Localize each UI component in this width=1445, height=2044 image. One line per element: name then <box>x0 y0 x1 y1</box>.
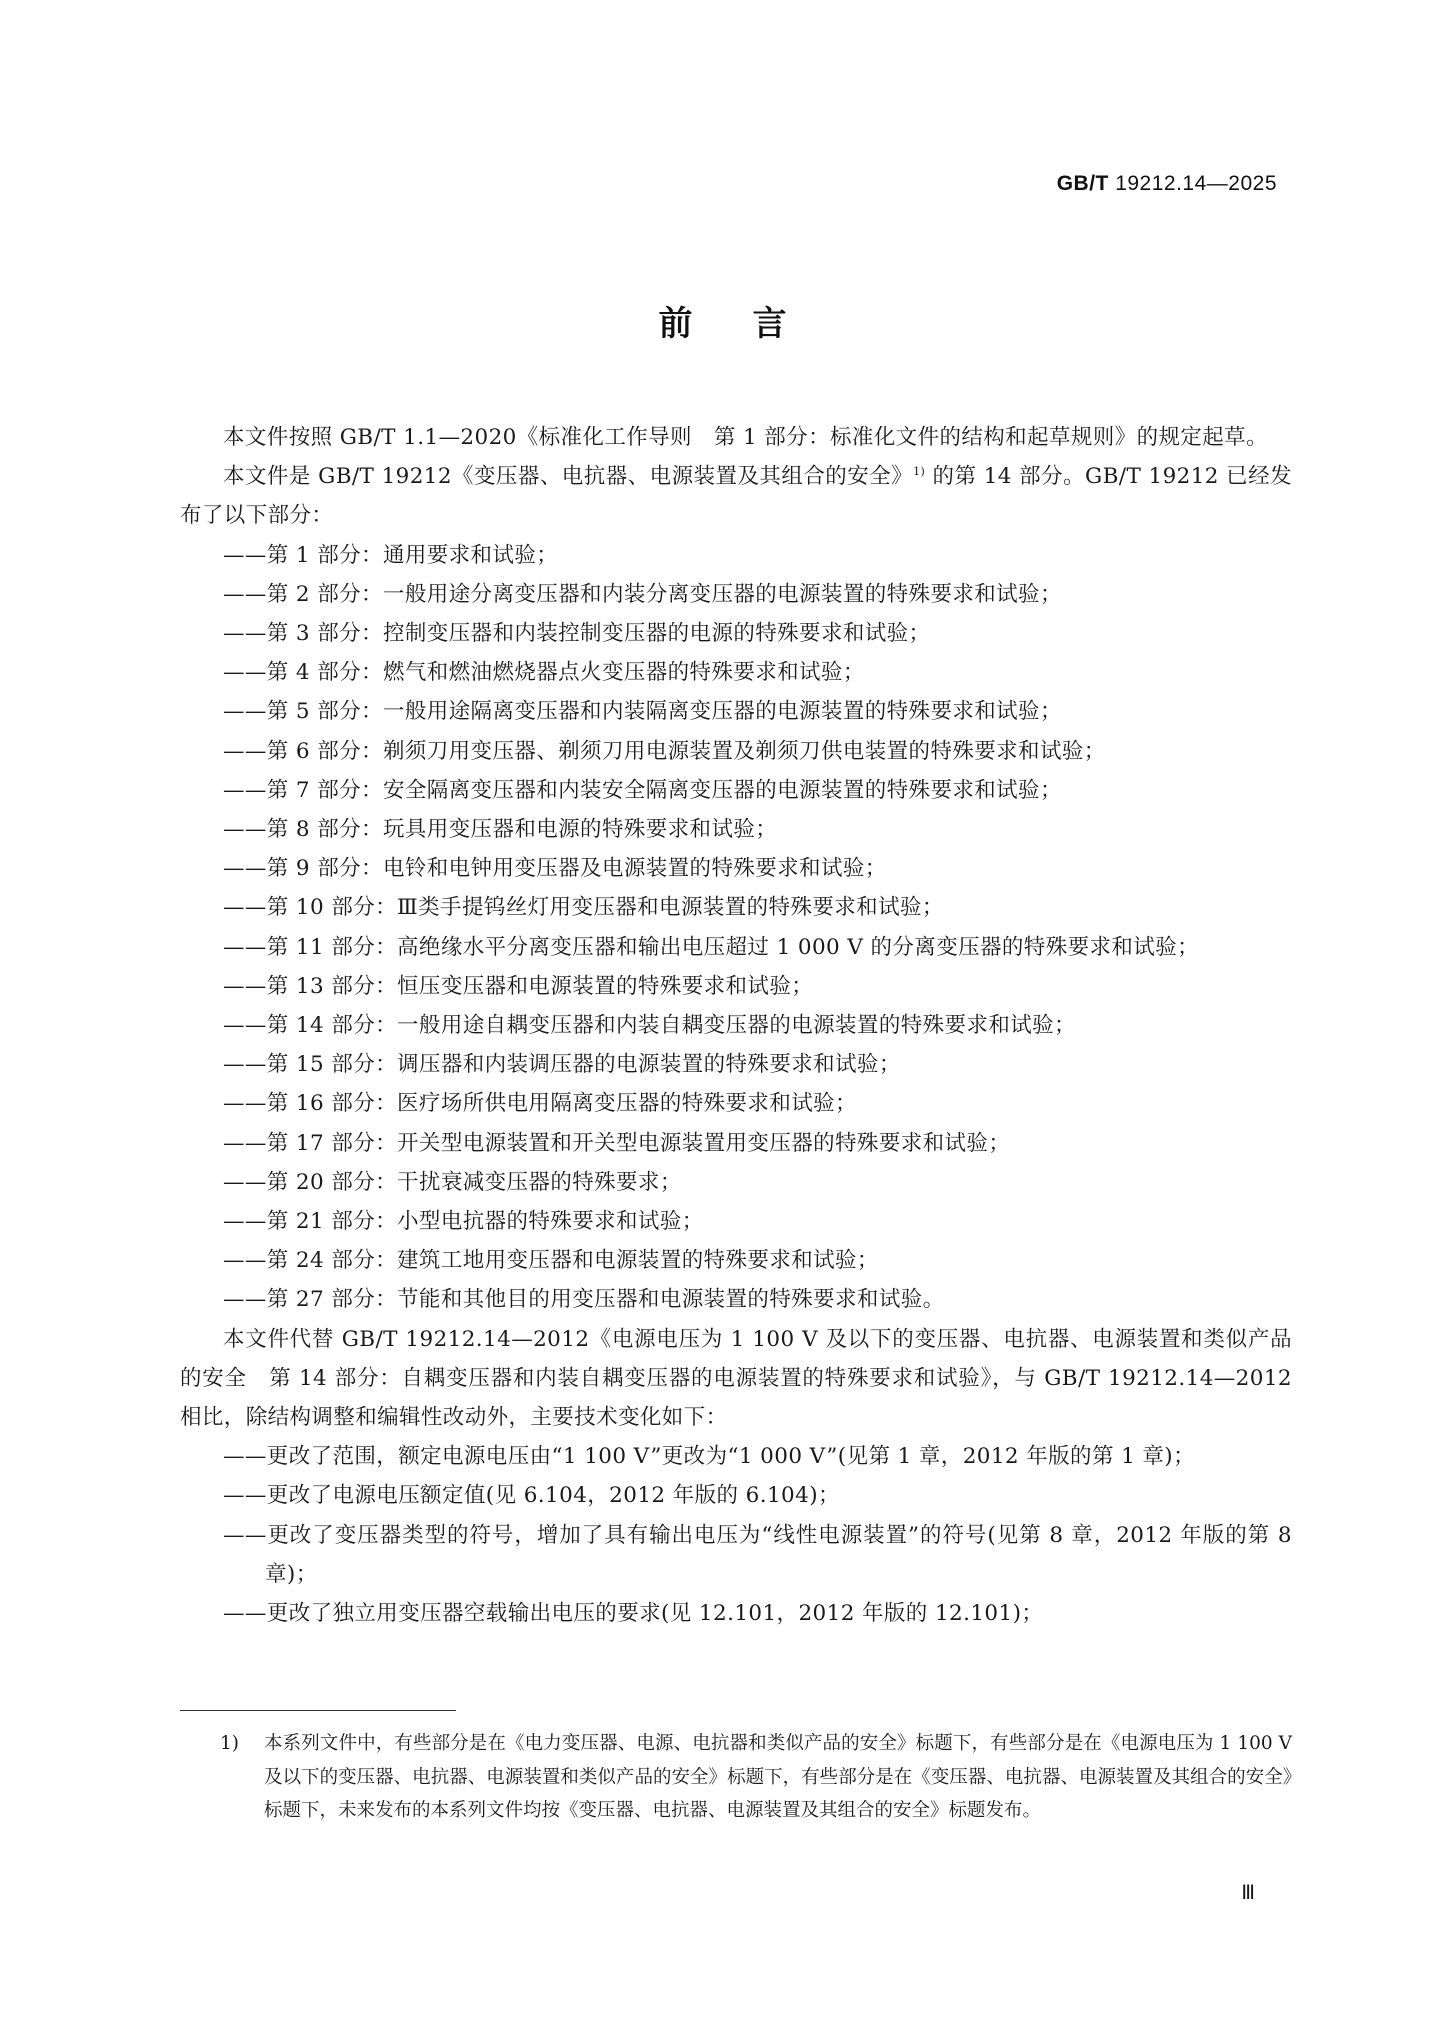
list-item: ——第 8 部分：玩具用变压器和电源的特殊要求和试验； <box>223 817 778 843</box>
standard-number <box>1057 172 1277 196</box>
list-item: ——第 1 部分：通用要求和试验； <box>223 542 559 568</box>
document-body <box>180 418 1292 1633</box>
list-item: ——更改了电源电压额定值(见 6.104，2012 年版的 6.104)； <box>223 1483 840 1509</box>
list-item: ——第 13 部分：恒压变压器和电源装置的特殊要求和试验； <box>223 973 814 999</box>
page-number: Ⅲ <box>1241 1882 1255 1904</box>
list-item: ——第 15 部分：调压器和内装调压器的电源装置的特殊要求和试验； <box>223 1052 901 1078</box>
list-item: ——第 10 部分：Ⅲ类手提钨丝灯用变压器和电源装置的特殊要求和试验； <box>223 895 944 921</box>
footnote <box>220 1727 1292 1828</box>
list-item: ——第 16 部分：医疗场所供电用隔离变压器的特殊要求和试验； <box>223 1091 857 1117</box>
page-title: 前言 <box>658 304 847 344</box>
list-item: ——第 14 部分：一般用途自耦变压器和内装自耦变压器的电源装置的特殊要求和试验； <box>223 1013 1076 1039</box>
list-item: ——第 4 部分：燃气和燃油燃烧器点火变压器的特殊要求和试验； <box>223 660 865 686</box>
list-item: ——更改了变压器类型的符号，增加了具有输出电压为“线性电源装置”的符号(见第 8 章，2012 年版的第 8 章)； <box>223 1522 1292 1587</box>
footnote-divider <box>180 1710 456 1711</box>
list-item: ——第 24 部分：建筑工地用变压器和电源装置的特殊要求和试验； <box>223 1248 879 1274</box>
paragraph-replacement: 本文件代替 GB/T 19212.14—2012《电源电压为 1 100 V 及以下的变压器、电抗器、电源装置和类似产品的安全 第 14 部分：自耦变压器和内装自耦变压器的电源装置的特殊要求和试验》，与 GB/T 19212.14—2012 相比，除结构调整和编辑性改动外，主要技术变化如下： <box>180 1326 1292 1431</box>
list-item: ——第 11 部分：高绝缘水平分离变压器和输出电压超过 1 000 V 的分离变压器的特殊要求和试验； <box>223 934 1200 960</box>
list-item: ——第 5 部分：一般用途隔离变压器和内装隔离变压器的电源装置的特殊要求和试验； <box>223 699 1062 725</box>
standard-prefix: GB/T <box>1056 172 1109 195</box>
list-item: ——第 3 部分：控制变压器和内装控制变压器的电源的特殊要求和试验； <box>223 621 931 647</box>
list-item: ——第 9 部分：电铃和电钟用变压器及电源装置的特殊要求和试验； <box>223 856 887 882</box>
list-item: ——更改了范围，额定电源电压由“1 100 V”更改为“1 000 V”(见第 1 章，2012 年版的第 1 章)； <box>223 1444 1195 1470</box>
list-item: ——第 27 部分：节能和其他目的用变压器和电源装置的特殊要求和试验。 <box>223 1287 945 1313</box>
standard-code: 19212.14—2025 <box>1108 172 1277 195</box>
footnote-text: 本系列文件中，有些部分是在《电力变压器、电源、电抗器和类似产品的安全》标题下，有些部分是在《电源电压为 1 100 V 及以下的变压器、电抗器、电源装置和类似产品的安全》标题下，有些部分是在《变压器、电抗器、电源装置及其组合的安全》标题下，未来发布的本系列文件均按《变压器、电抗器、电源装置及其组合的安全》标题发布。 <box>264 1733 1292 1821</box>
footnote-mark: 1) <box>220 1733 239 1754</box>
list-item: ——第 6 部分：剃须刀用变压器、剃须刀用电源装置及剃须刀供电装置的特殊要求和试验； <box>223 738 1106 764</box>
paragraph-drafting-basis: 本文件按照 GB/T 1.1—2020《标准化工作导则 第 1 部分：标准化文件的结构和起草规则》的规定起草。 <box>223 425 1268 450</box>
list-item: ——第 2 部分：一般用途分离变压器和内装分离变压器的电源装置的特殊要求和试验； <box>223 581 1062 607</box>
parts-list <box>180 536 1292 1320</box>
changes-list <box>180 1437 1292 1633</box>
series-intro-text: 本文件是 GB/T 19212《变压器、电抗器、电源装置及其组合的安全》 <box>223 464 914 490</box>
list-item: ——第 20 部分：干扰衰减变压器的特殊要求； <box>223 1169 682 1195</box>
list-item: ——第 21 部分：小型电抗器的特殊要求和试验； <box>223 1209 704 1235</box>
footnote-reference[interactable]: 1) <box>913 465 926 479</box>
series-intro-text-cont: 的第 14 部分。GB/T 19212 已经发布了以下部分： <box>180 464 1292 529</box>
paragraph-series-intro <box>180 457 1292 535</box>
list-item: ——第 17 部分：开关型电源装置和开关型电源装置用变压器的特殊要求和试验； <box>223 1130 1011 1156</box>
list-item: ——更改了独立用变压器空载输出电压的要求(见 12.101，2012 年版的 12.101)； <box>223 1601 1044 1627</box>
list-item: ——第 7 部分：安全隔离变压器和内装安全隔离变压器的电源装置的特殊要求和试验； <box>223 777 1062 803</box>
